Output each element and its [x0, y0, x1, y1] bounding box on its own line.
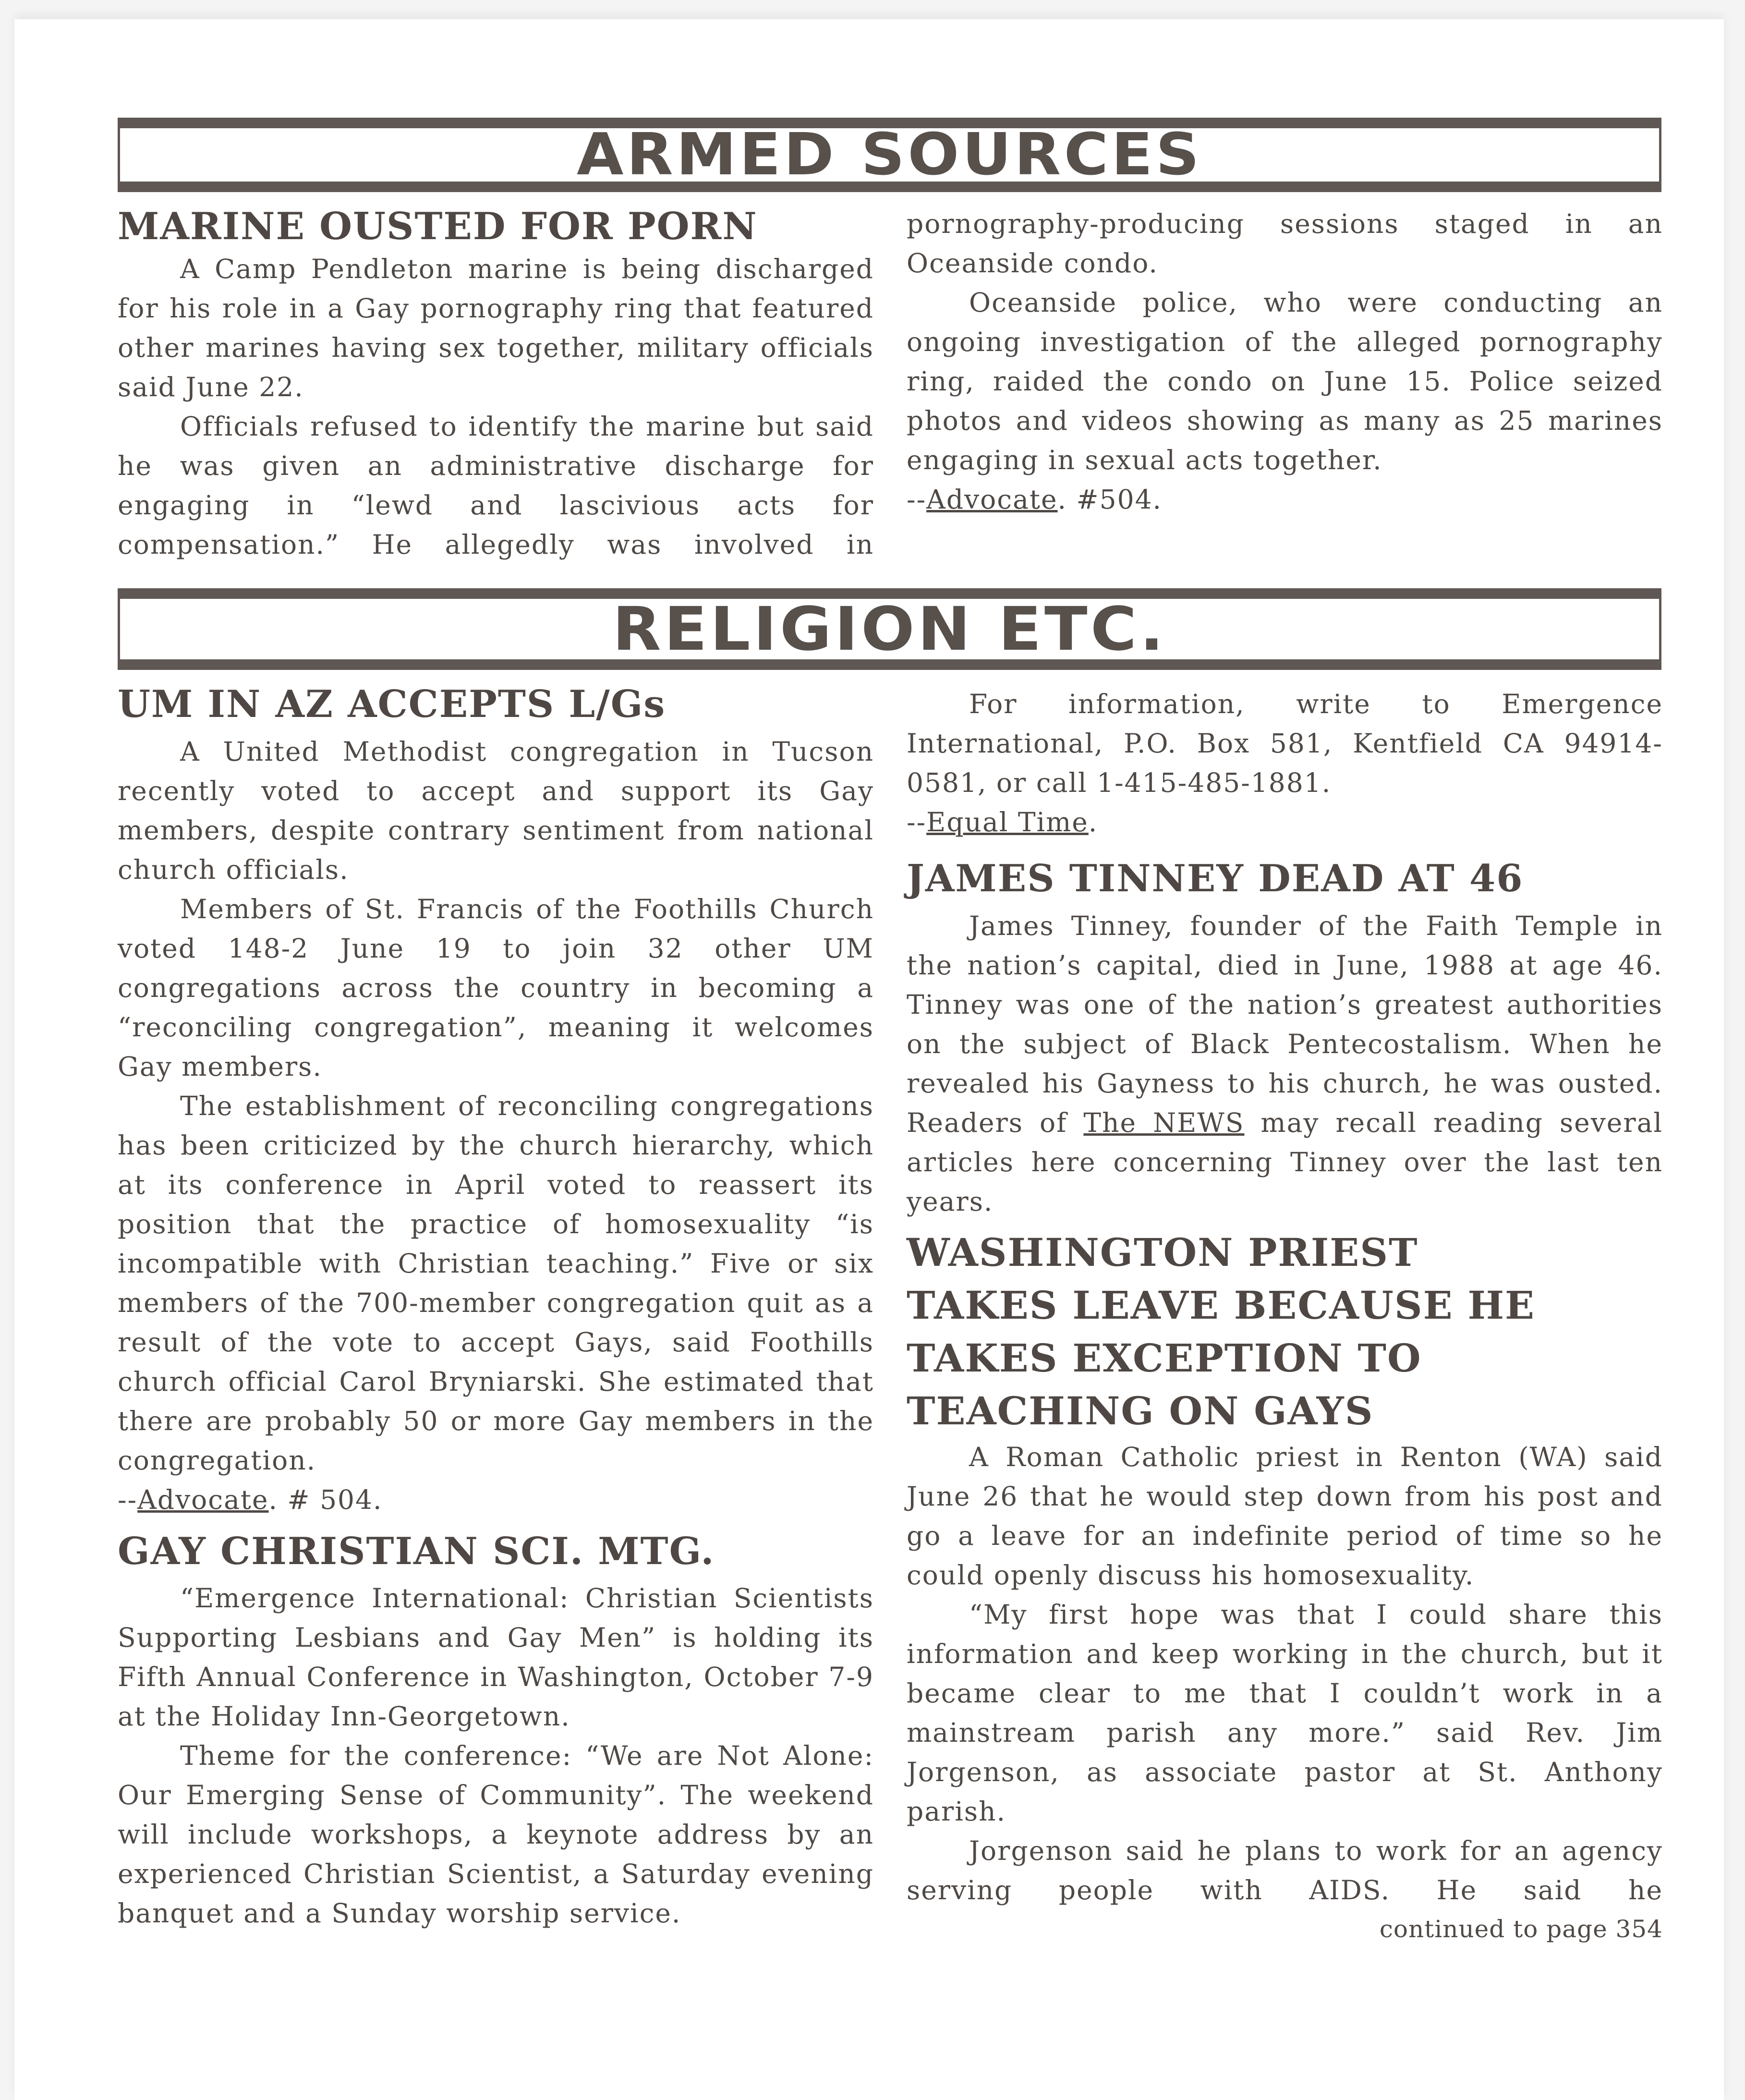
- article-paragraph: [118, 407, 874, 564]
- source-issue: . # 504.: [268, 1484, 383, 1515]
- article-headline: UM IN AZ ACCEPTS L/Gs: [118, 682, 666, 726]
- article-paragraph: Jorgenson said he plans to work for an agency serving people with AIDS. He said he: [907, 1835, 1663, 1906]
- source-issue: .: [1088, 807, 1098, 838]
- religion-right-column: [907, 684, 1663, 1948]
- publication-name: The NEWS: [1083, 1107, 1245, 1138]
- article-paragraph: “My first hope was that I could share this information and keep working in the church, but it became clear to me that I couldn’t work in a mainstream parish any more.” said Rev. Jim Jorgenson, as associate pastor at St. Anthony parish.: [907, 1599, 1663, 1827]
- newsletter-page: [14, 19, 1724, 2100]
- section-title: RELIGION ETC.: [612, 594, 1167, 664]
- article-headline: JAMES TINNEY DEAD AT 46: [907, 857, 1524, 900]
- religion-left-column: [118, 682, 874, 1933]
- article-marine-ousted-right: [907, 204, 1663, 519]
- source-publication: Advocate: [137, 1484, 269, 1515]
- article-washington-priest: [907, 1226, 1663, 1948]
- article-paragraph: The establishment of reconciling congregations has been criticized by the church hierarchy, which at its conference in April voted to reassert its position that the practice of homosexuality “is incompatible with Christian teaching.” Five or six members of the 700-member congregation quit as a result of the vote to accept Gays, said Foothills church official Carol Bryniarski. She estimated that there are probably 50 or more Gay members in the congregation.: [118, 1090, 874, 1476]
- paragraph-text: pornography-producing sessions staged in an Oceanside condo.: [907, 208, 1663, 279]
- article-gay-christian-sci-continued: [907, 684, 1663, 842]
- article-paragraph: Theme for the conference: “We are Not Alone: Our Emerging Sense of Community”. The weekend will include workshops, a keynote address by an experienced Christian Scientist, a Saturday evening banquet and a Sunday worship service.: [118, 1740, 874, 1929]
- article-paragraph: A Roman Catholic priest in Renton (WA) said June 26 that he would step down from his post and go a leave for an indefinite period of time so he could openly discuss his homosexuality.: [907, 1441, 1663, 1590]
- article-paragraph: [907, 204, 1663, 283]
- article-paragraph: A Camp Pendleton marine is being discharged for his role in a Gay pornography ring that featured other marines having sex together, military officials said June 22.: [118, 253, 874, 402]
- source-publication: Advocate: [926, 484, 1058, 515]
- article-paragraph: Members of St. Francis of the Foothills Church voted 148-2 June 19 to join 32 other UM congregations across the country in becoming a “reconciling congregation”, meaning it welcomes Gay members.: [118, 893, 874, 1082]
- paragraph-continuation: [907, 204, 1663, 283]
- article-source: [907, 802, 1663, 842]
- article-headline: MARINE OUSTED FOR PORN: [118, 205, 758, 248]
- article-paragraph: Oceanside police, who were conducting an ongoing investigation of the alleged pornography ring, raided the condo on June 15. Police seized photos and videos showing as many as 25 marines engaging in sexual acts together.: [907, 287, 1663, 475]
- paragraph-text: James Tinney, founder of the Faith Temple in the nation’s capital, died in June, 1988 at age 46. Tinney was one of the nation’s greatest authorities on the subject of Black Pentecostalism. When he revealed his Gayness to his church, he was ousted. Readers of: [907, 910, 1663, 1138]
- article-paragraph: [907, 906, 1663, 1221]
- article-james-tinney: [907, 856, 1663, 1221]
- paragraph-text: Officials refused to identify the marine but said he was given an administrative discharge for engaging in “lewd and lascivious acts for compensation.” He allegedly was involved in: [118, 411, 874, 560]
- source-issue: . #504.: [1057, 484, 1163, 515]
- article-paragraph: “Emergence International: Christian Scientists Supporting Lesbians and Gay Men” is holding its Fifth Annual Conference in Washington, October 7-9 at the Holiday Inn-Georgetown.: [118, 1583, 874, 1732]
- article-um-az: [118, 682, 874, 1519]
- section-title: ARMED SOURCES: [577, 121, 1202, 188]
- section-banner-armed-sources: [118, 118, 1661, 192]
- paragraph-text: may recall reading several articles here concerning Tinney over the last ten years.: [907, 1107, 1663, 1217]
- source-prefix: --: [907, 807, 927, 838]
- article-paragraph: A United Methodist congregation in Tucson recently voted to accept and support its Gay members, despite contrary sentiment from national church officials.: [118, 736, 874, 885]
- article-source: [907, 480, 1663, 519]
- source-prefix: --: [118, 1484, 138, 1515]
- article-paragraph: For information, write to Emergence International, P.O. Box 581, Kentfield CA 94914-0581, or call 1-415-485-1881.: [907, 689, 1663, 798]
- article-marine-ousted-left: [118, 204, 874, 564]
- source-publication: Equal Time: [926, 807, 1089, 838]
- source-prefix: --: [907, 484, 927, 515]
- article-gay-christian-sci: [118, 1529, 874, 1933]
- article-headline: GAY CHRISTIAN SCI. MTG.: [118, 1529, 715, 1573]
- continued-notice: continued to page 354: [1379, 1915, 1663, 1943]
- section-banner-religion: [118, 588, 1661, 670]
- article-source: [118, 1480, 874, 1519]
- article-headline: WASHINGTON PRIEST TAKES LEAVE BECAUSE HE TAKES EXCEPTION TO TEACHING ON GAYS: [907, 1229, 1535, 1433]
